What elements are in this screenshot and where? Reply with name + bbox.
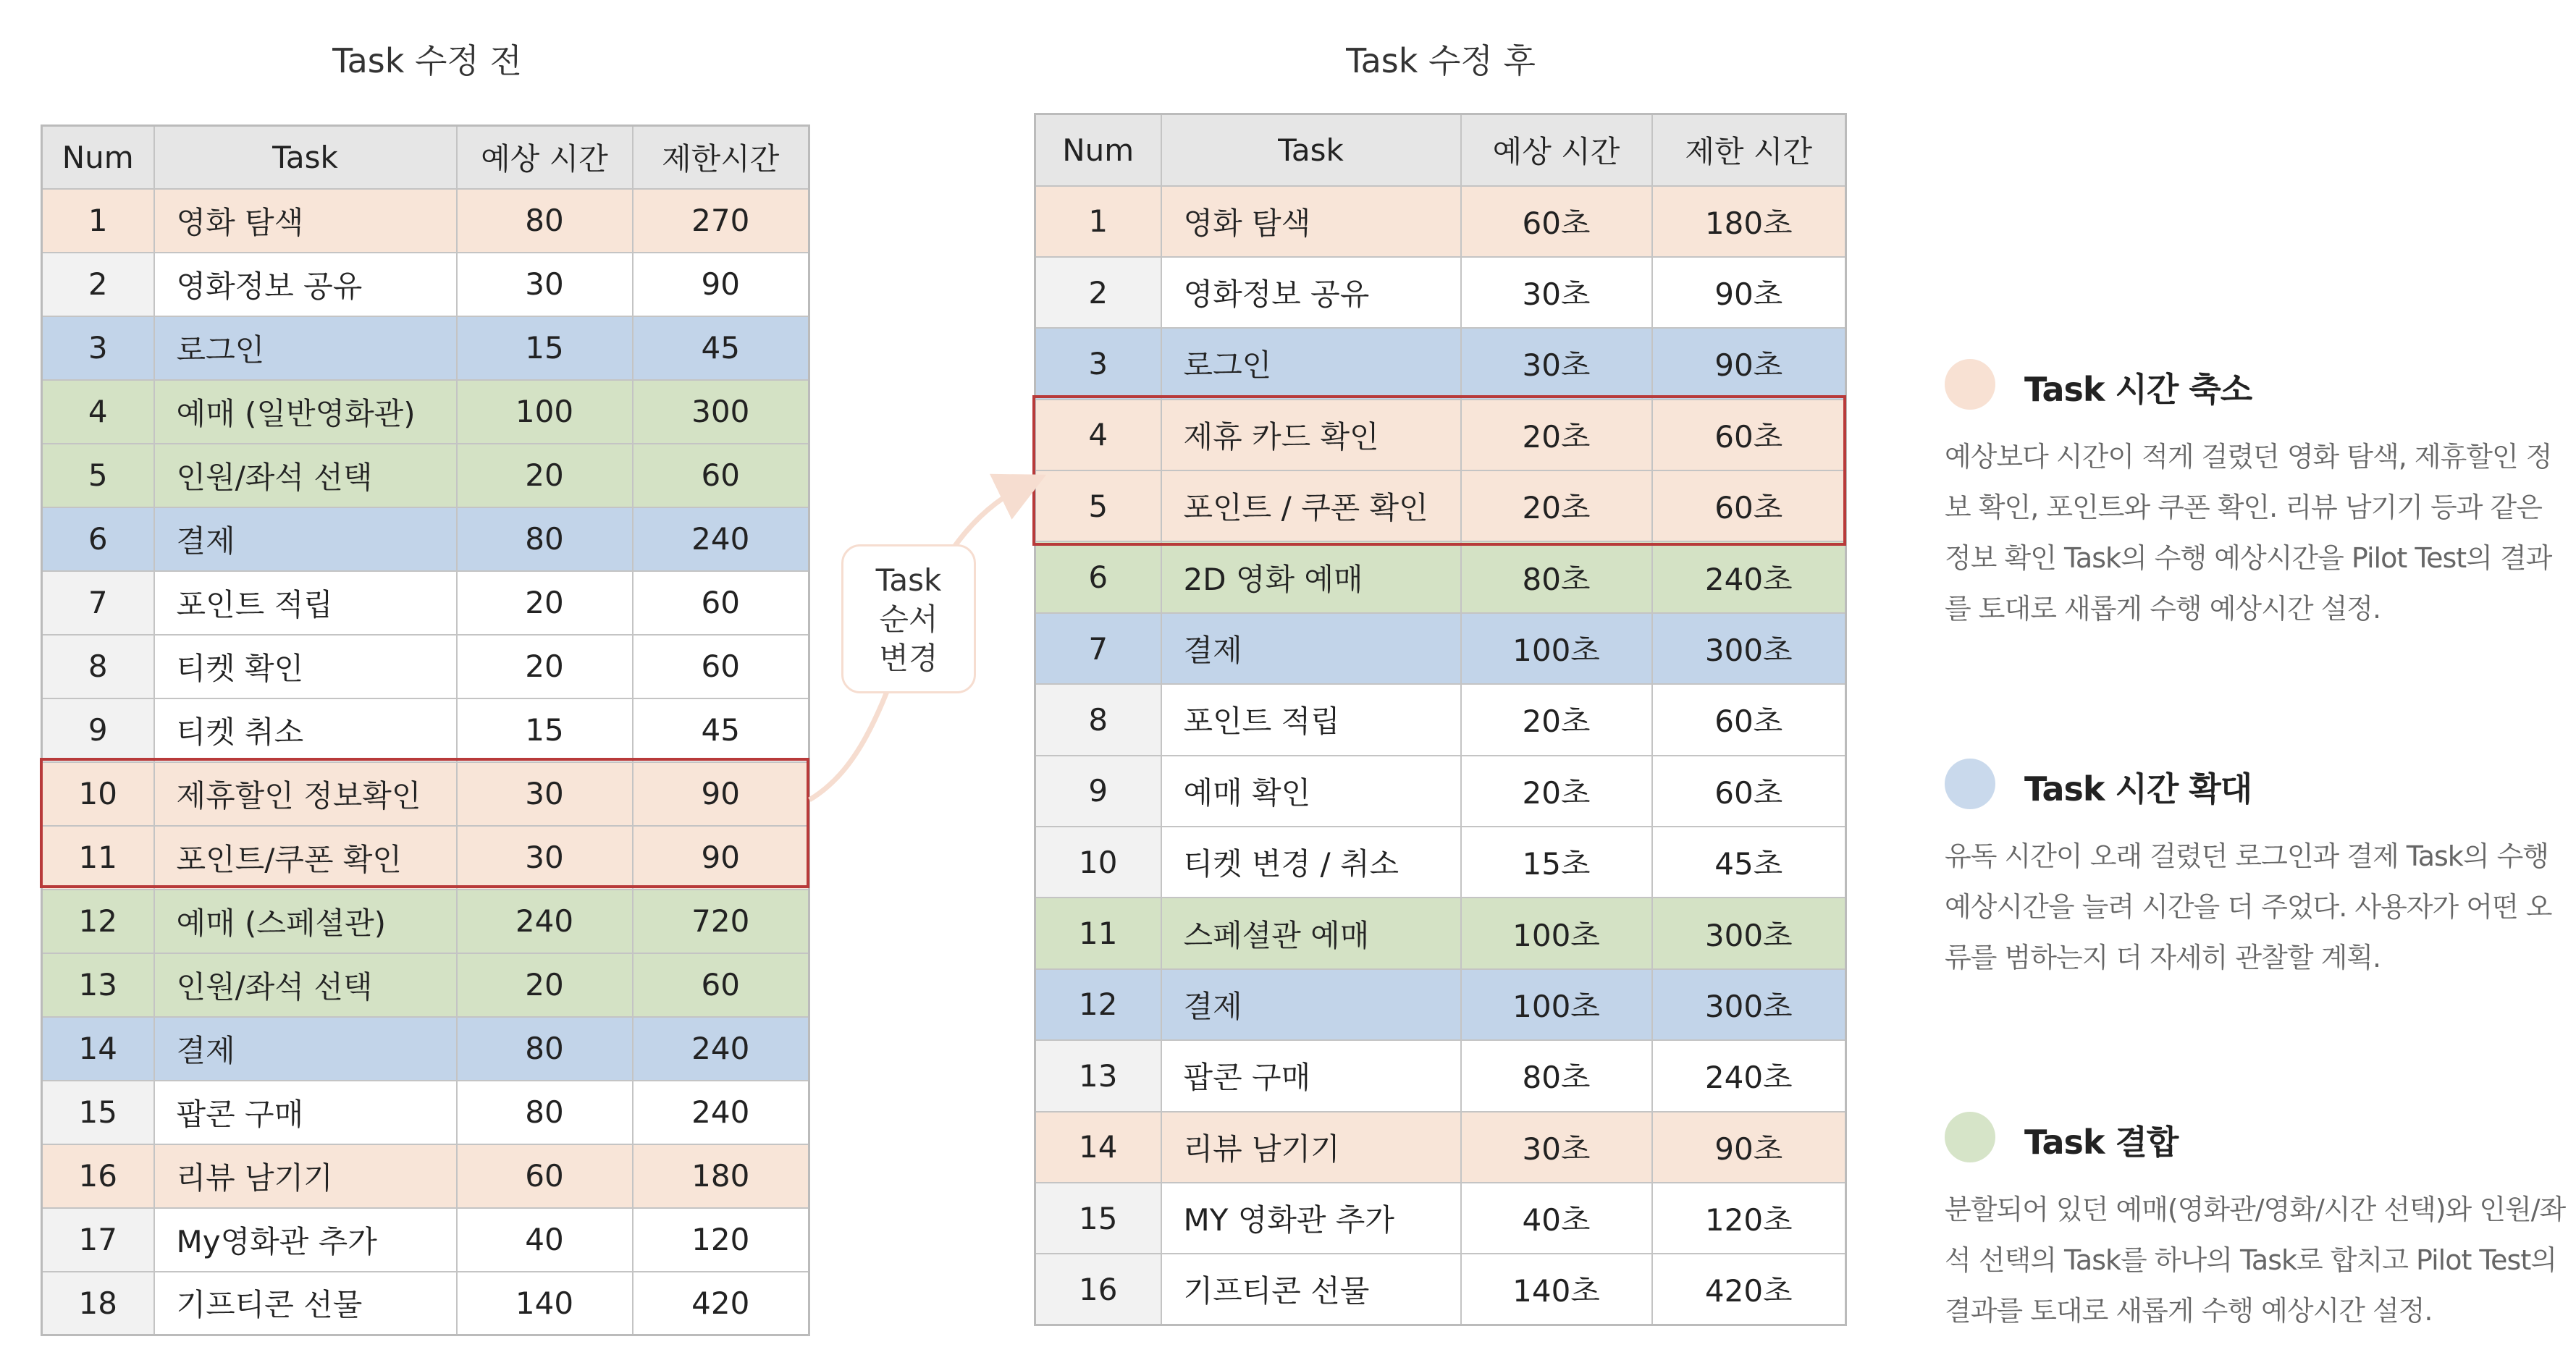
cell-task: 제휴할인 정보확인: [154, 762, 457, 826]
legend-description: 분할되어 있던 예매(영화관/영화/시간 선택)와 인원/좌석 선택의 Task를 하나의 Task로 합치고 Pilot Test의 결과를 토대로 새롭게 수행 예상시간 설정.: [1945, 1194, 2566, 1327]
cell-limit: 300초: [1652, 898, 1846, 968]
legend-dot: [1945, 759, 1995, 809]
cell-limit: 90: [633, 253, 809, 316]
cell-num: 5: [42, 444, 154, 507]
cell-num: 7: [1035, 613, 1161, 684]
cell-limit: 90: [633, 826, 809, 890]
cell-estimate: 100초: [1461, 613, 1652, 684]
cell-num: 17: [42, 1208, 154, 1272]
cell-num: 18: [42, 1272, 154, 1335]
cell-limit: 60: [633, 953, 809, 1017]
cell-task: 포인트/쿠폰 확인: [154, 826, 457, 890]
cell-task: 로그인: [154, 316, 457, 380]
cell-limit: 90초: [1652, 328, 1846, 399]
cell-estimate: 15초: [1461, 827, 1652, 898]
cell-task: 티켓 확인: [154, 635, 457, 698]
cell-num: 6: [42, 507, 154, 571]
cell-estimate: 20초: [1461, 400, 1652, 470]
cell-task: 기프티콘 선물: [154, 1272, 457, 1335]
header-task: Task: [154, 126, 457, 189]
cell-estimate: 100: [457, 380, 633, 444]
cell-num: 5: [1035, 470, 1161, 541]
cell-estimate: 20: [457, 953, 633, 1017]
cell-estimate: 80: [457, 189, 633, 253]
cell-limit: 120: [633, 1208, 809, 1272]
cell-num: 8: [1035, 684, 1161, 755]
cell-num: 3: [42, 316, 154, 380]
cell-estimate: 140: [457, 1272, 633, 1335]
header-limit: 제한 시간: [1652, 114, 1846, 186]
cell-estimate: 80초: [1461, 1040, 1652, 1111]
cell-limit: 60초: [1652, 470, 1846, 541]
cell-num: 11: [1035, 898, 1161, 968]
cell-task: MY 영화관 추가: [1161, 1183, 1461, 1254]
cell-task: 인원/좌석 선택: [154, 444, 457, 507]
cell-limit: 420: [633, 1272, 809, 1335]
cell-limit: 45초: [1652, 827, 1846, 898]
cell-limit: 270: [633, 189, 809, 253]
cell-num: 15: [42, 1081, 154, 1144]
header-task: Task: [1161, 114, 1461, 186]
legend-description: 예상보다 시간이 적게 걸렸던 영화 탐색, 제휴할인 정보 확인, 포인트와 쿠폰 확인. 리뷰 남기기 등과 같은 정보 확인 Task의 수행 예상시간을 Pilot Test의 결과를 토대로 새롭게 수행 예상시간 설정.: [1945, 441, 2552, 625]
header-num: Num: [1035, 114, 1161, 186]
before-title: Task 수정 전: [332, 41, 522, 80]
cell-limit: 60: [633, 571, 809, 635]
cell-estimate: 240: [457, 890, 633, 953]
header-num: Num: [42, 126, 154, 189]
cell-num: 11: [42, 826, 154, 890]
cell-task: 영화 탐색: [1161, 186, 1461, 257]
legend-title: Task 시간 확대: [2024, 769, 2252, 808]
reorder-note-line2: 순서: [879, 601, 938, 637]
header-estimate: 예상 시간: [1461, 114, 1652, 186]
cell-num: 1: [42, 189, 154, 253]
cell-limit: 300초: [1652, 969, 1846, 1040]
cell-estimate: 40초: [1461, 1183, 1652, 1254]
cell-limit: 90초: [1652, 257, 1846, 328]
cell-task: 인원/좌석 선택: [154, 953, 457, 1017]
cell-task: 스페셜관 예매: [1161, 898, 1461, 968]
cell-task: 티켓 변경 / 취소: [1161, 827, 1461, 898]
cell-estimate: 20: [457, 444, 633, 507]
legend-title: Task 시간 축소: [2024, 370, 2252, 409]
cell-num: 14: [42, 1017, 154, 1081]
cell-estimate: 30초: [1461, 1112, 1652, 1183]
cell-estimate: 30초: [1461, 328, 1652, 399]
cell-num: 14: [1035, 1112, 1161, 1183]
cell-task: 포인트 / 쿠폰 확인: [1161, 470, 1461, 541]
reorder-note: [841, 544, 976, 693]
cell-estimate: 20: [457, 571, 633, 635]
cell-num: 12: [42, 890, 154, 953]
cell-limit: 720: [633, 890, 809, 953]
cell-num: 16: [1035, 1254, 1161, 1325]
cell-limit: 420초: [1652, 1254, 1846, 1325]
cell-num: 13: [42, 953, 154, 1017]
cell-task: 예매 확인: [1161, 756, 1461, 827]
cell-limit: 240: [633, 1081, 809, 1144]
cell-estimate: 80초: [1461, 541, 1652, 612]
cell-task: 영화정보 공유: [1161, 257, 1461, 328]
cell-task: 결제: [154, 507, 457, 571]
cell-task: 포인트 적립: [154, 571, 457, 635]
cell-estimate: 100초: [1461, 969, 1652, 1040]
cell-task: 결제: [154, 1017, 457, 1081]
cell-task: 예매 (스페셜관): [154, 890, 457, 953]
cell-limit: 240초: [1652, 541, 1846, 612]
cell-task: 2D 영화 예매: [1161, 541, 1461, 612]
cell-limit: 90: [633, 762, 809, 826]
cell-limit: 180초: [1652, 186, 1846, 257]
cell-task: 팝콘 구매: [1161, 1040, 1461, 1111]
cell-num: 10: [42, 762, 154, 826]
after-title: Task 수정 후: [1346, 41, 1536, 80]
cell-num: 15: [1035, 1183, 1161, 1254]
cell-limit: 60초: [1652, 756, 1846, 827]
cell-task: 영화 탐색: [154, 189, 457, 253]
cell-num: 4: [42, 380, 154, 444]
cell-num: 2: [1035, 257, 1161, 328]
cell-estimate: 30: [457, 826, 633, 890]
cell-limit: 45: [633, 698, 809, 762]
cell-limit: 240: [633, 1017, 809, 1081]
cell-num: 9: [1035, 756, 1161, 827]
cell-task: 티켓 취소: [154, 698, 457, 762]
cell-task: 리뷰 남기기: [1161, 1112, 1461, 1183]
header-limit: 제한시간: [633, 126, 809, 189]
cell-num: 6: [1035, 541, 1161, 612]
cell-num: 3: [1035, 328, 1161, 399]
cell-task: My영화관 추가: [154, 1208, 457, 1272]
reorder-note-line3: 변경: [879, 641, 938, 676]
cell-estimate: 20: [457, 635, 633, 698]
cell-limit: 300: [633, 380, 809, 444]
cell-num: 13: [1035, 1040, 1161, 1111]
cell-limit: 240: [633, 507, 809, 571]
cell-estimate: 20초: [1461, 470, 1652, 541]
cell-estimate: 80: [457, 1081, 633, 1144]
cell-task: 결제: [1161, 613, 1461, 684]
cell-limit: 45: [633, 316, 809, 380]
legend-dot: [1945, 359, 1995, 410]
cell-task: 제휴 카드 확인: [1161, 400, 1461, 470]
cell-task: 리뷰 남기기: [154, 1144, 457, 1208]
cell-limit: 60: [633, 444, 809, 507]
cell-estimate: 60초: [1461, 186, 1652, 257]
cell-task: 예매 (일반영화관): [154, 380, 457, 444]
cell-limit: 300초: [1652, 613, 1846, 684]
cell-task: 기프티콘 선물: [1161, 1254, 1461, 1325]
cell-estimate: 140초: [1461, 1254, 1652, 1325]
cell-estimate: 30: [457, 762, 633, 826]
cell-limit: 90초: [1652, 1112, 1846, 1183]
cell-estimate: 60: [457, 1144, 633, 1208]
cell-estimate: 80: [457, 507, 633, 571]
cell-limit: 180: [633, 1144, 809, 1208]
cell-estimate: 20초: [1461, 756, 1652, 827]
cell-limit: 240초: [1652, 1040, 1846, 1111]
cell-num: 16: [42, 1144, 154, 1208]
cell-num: 9: [42, 698, 154, 762]
cell-estimate: 30초: [1461, 257, 1652, 328]
cell-task: 팝콘 구매: [154, 1081, 457, 1144]
cell-num: 7: [42, 571, 154, 635]
header-estimate: 예상 시간: [457, 126, 633, 189]
cell-limit: 120초: [1652, 1183, 1846, 1254]
cell-estimate: 20초: [1461, 684, 1652, 755]
cell-num: 8: [42, 635, 154, 698]
cell-estimate: 30: [457, 253, 633, 316]
cell-task: 포인트 적립: [1161, 684, 1461, 755]
cell-num: 2: [42, 253, 154, 316]
cell-num: 1: [1035, 186, 1161, 257]
cell-estimate: 100초: [1461, 898, 1652, 968]
legend-dot: [1945, 1112, 1995, 1162]
cell-estimate: 15: [457, 316, 633, 380]
cell-task: 로그인: [1161, 328, 1461, 399]
cell-num: 12: [1035, 969, 1161, 1040]
cell-num: 4: [1035, 400, 1161, 470]
cell-limit: 60: [633, 635, 809, 698]
cell-task: 결제: [1161, 969, 1461, 1040]
cell-limit: 60초: [1652, 684, 1846, 755]
cell-task: 영화정보 공유: [154, 253, 457, 316]
reorder-note-line1: Task: [875, 562, 942, 598]
cell-estimate: 40: [457, 1208, 633, 1272]
cell-num: 10: [1035, 827, 1161, 898]
legend-title: Task 결합: [2024, 1123, 2179, 1162]
cell-estimate: 80: [457, 1017, 633, 1081]
cell-estimate: 15: [457, 698, 633, 762]
cell-limit: 60초: [1652, 400, 1846, 470]
legend-description: 유독 시간이 오래 걸렸던 로그인과 결제 Task의 수행 예상시간을 늘려 시간을 더 주었다. 사용자가 어떤 오류를 범하는지 더 자세히 관찰할 계획.: [1945, 840, 2552, 974]
